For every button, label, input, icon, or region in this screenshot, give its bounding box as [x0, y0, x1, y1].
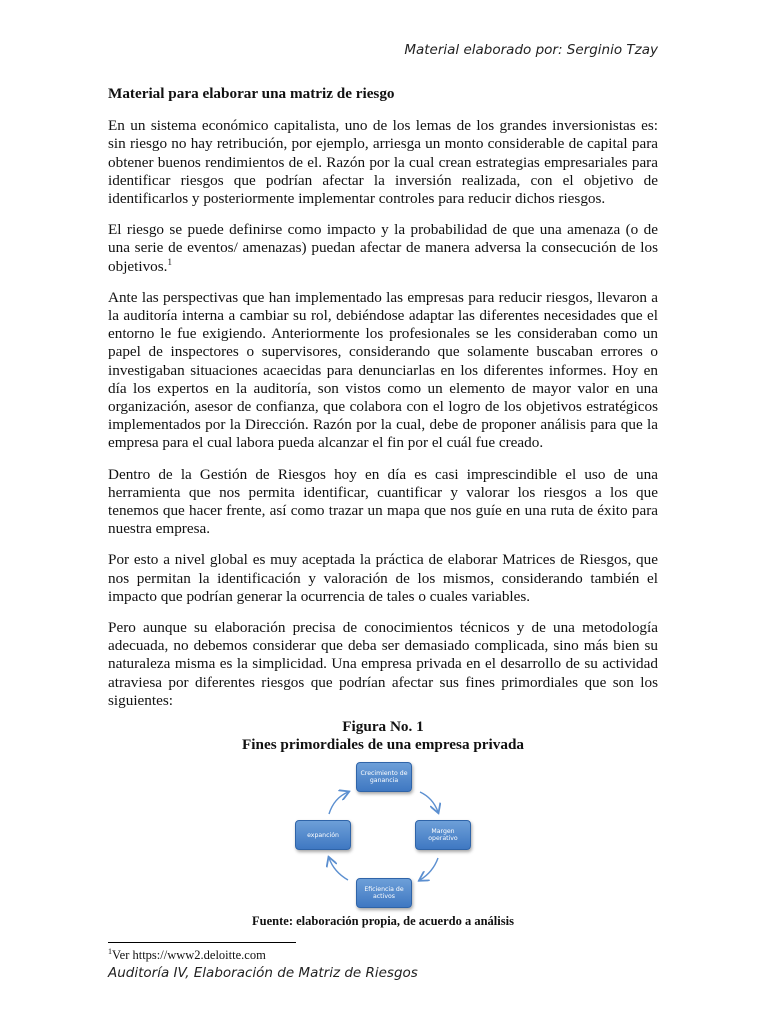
- footnote-divider: [108, 942, 296, 943]
- node-expansion: expanción: [295, 820, 351, 850]
- footnote-text: Ver https://www2.deloitte.com: [112, 948, 266, 963]
- figure-title: Fines primordiales de una empresa privada: [242, 736, 524, 754]
- arrow-left-top: [329, 792, 348, 814]
- arrow-top-right: [420, 792, 438, 812]
- paragraph-1: En un sistema económico capitalista, uno de los lemas de los grandes inversionistas es: sin riesgo no hay retribución, por ejemplo, arriesga un monto considerable de capital para obtener buenos rendimientos de el. Razón por la cual crean estrategias empresariales para identificar riesgos que podrían afectar la inversión realizada, con el objetivo de identificarlos y posteriormente implementar controles para reducir dichos riesgos.: [108, 117, 658, 208]
- paragraph-6: Pero aunque su elaboración precisa de conocimientos técnicos y de una metodología adecuada, no debemos considerar que deba ser demasiado complicada, sino más bien su naturaleza misma es la simplicidad. Una empresa privada en el desarrollo de su actividad atraviesa por diferentes riesgos que podrían afectar sus fines primordiales que son los siguientes:: [108, 619, 658, 709]
- document-body: [108, 85, 658, 930]
- paragraph-4: Dentro de la Gestión de Riesgos hoy en día es casi imprescindible el uso de una herramienta que nos permita identificar, cuantificar y valorar los riesgos a los que tenemos que hacer frente, así como trazar un mapa que nos guíe en una ruta de éxito para nuestra empresa.: [108, 465, 658, 538]
- node-eficiencia: Eficiencia de activos: [356, 878, 412, 908]
- paragraph-2: [108, 221, 658, 276]
- arrow-bottom-left: [329, 858, 348, 880]
- paragraph-2-text: El riesgo se puede definirse como impacto y la probabilidad de que una amenaza (o de una serie de eventos/ amenazas) puedan afectar de manera adversa la consecución de los objetivos.: [108, 221, 658, 275]
- paragraph-3: Ante las perspectivas que han implementado las empresas para reducir riesgos, llevaron a la auditoría interna a cambiar su rol, debiéndose adaptar las diferentes necesidades que el entorno le fue exigiendo. Anteriormente los profesionales se les consideraban como un papel de inspectores o supervisores, considerando que solamente buscaban errores o investigaban situaciones acaecidas para denunciarlas en los diferentes informes. Hoy en día los expertos en la auditoría, son vistos como un elemento de mayor valor en una organización, asesor de confianza, que colabora con el logro de los objetivos estratégicos implementados por la Dirección. Razón por la cual, debe de proponer análisis para que la empresa para el cual labora pueda alcanzar el fin por el cuál fue creado.: [108, 288, 658, 452]
- figure-label: Figura No. 1: [342, 718, 424, 736]
- footnote-marker: 1: [108, 947, 112, 956]
- arrow-right-bottom: [420, 858, 438, 880]
- figure-source: Fuente: elaboración propia, de acuerdo a análisis: [252, 914, 514, 929]
- node-margen: Margen operativo: [415, 820, 471, 850]
- node-crecimiento: Crecimiento de ganancia: [356, 762, 412, 792]
- footnote: [108, 947, 266, 963]
- course-footer: Auditoría IV, Elaboración de Matriz de Riesgos: [108, 965, 418, 981]
- cycle-diagram: [108, 758, 658, 908]
- footnote-ref: 1: [167, 256, 172, 267]
- document-title: Material para elaborar una matriz de riesgo: [108, 85, 395, 102]
- author-note: Material elaborado por: Serginio Tzay: [404, 42, 658, 58]
- paragraph-5: Por esto a nivel global es muy aceptada la práctica de elaborar Matrices de Riesgos, que nos permitan la identificación y valoración de los mismos, considerando también el impacto que podrían generar la ocurrencia de tales o cuales variables.: [108, 551, 658, 605]
